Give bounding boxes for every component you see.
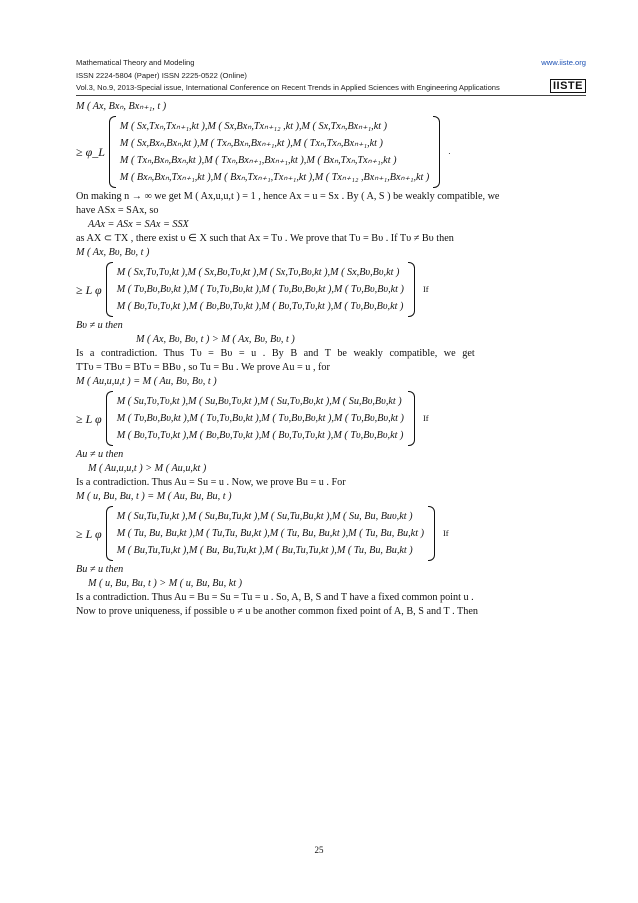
matrix-row: M ( Su,Tυ,Tυ,kt ),M ( Su,Bυ,Tυ,kt ),M ( Su,Tυ,Bυ,kt ),M ( Su,Bυ,Bυ,kt ) [116, 396, 402, 407]
right-paren [408, 262, 415, 317]
journal-url-link[interactable]: www.iiste.org [541, 58, 586, 67]
matrix-rows [113, 391, 408, 446]
matrix-row: M ( Tu, Bu, Bu,kt ),M ( Tu,Tu, Bu,kt ),M ( Tu, Bu, Bu,kt ),M ( Tu, Bu, Bu,kt ) [116, 528, 424, 539]
eq-line: M ( Ax, Bυ, Bυ, t ) > M ( Ax, Bυ, Bυ, t ) [136, 334, 295, 345]
eq-line: M ( Au,u,u,t ) = M ( Au, Bυ, Bυ, t ) [76, 376, 217, 387]
journal-name: Mathematical Theory and Modeling [76, 58, 195, 67]
matrix-row: M ( Txₙ,Bxₙ,Bxₙ,kt ),M ( Txₙ,Bxₙ₊₁,Bxₙ₊₁,kt ),M ( Bxₙ,Txₙ,Txₙ₊₁,kt ) [119, 155, 397, 166]
text-line: Is a contradiction. Thus Tυ = Bυ = u . By B and T be weakly compatible, we get [76, 348, 475, 359]
eq-line: AAx = ASx = SAx = SSX [88, 219, 189, 230]
eq-line: M ( Au,u,u,t ) > M ( Au,u,kt ) [88, 463, 207, 474]
issn-line: ISSN 2224-5804 (Paper) ISSN 2225-0522 (Online) [76, 71, 247, 80]
if-label: If [442, 528, 449, 538]
text-line: TTυ = TBυ = BTυ = BBυ , so Tu = Bu . We prove Au = u , for [76, 362, 330, 373]
matrix-end-period: . [448, 147, 451, 156]
left-paren [106, 391, 113, 446]
right-paren [433, 116, 440, 188]
matrix-row: M ( Sx,Txₙ,Txₙ₊₁,kt ),M ( Sx,Bxₙ,Txₙ₊₁₂ ,kt ),M ( Sx,Txₙ,Bxₙ₊₁,kt ) [119, 121, 387, 132]
matrix-row: M ( Bυ,Tυ,Tυ,kt ),M ( Bυ,Bυ,Tυ,kt ),M ( Bυ,Tυ,Tυ,kt ),M ( Tυ,Bυ,Bυ,kt ) [116, 301, 404, 312]
text-line: Is a contradiction. Thus Au = Su = u . Now, we prove Bu = u . For [76, 477, 346, 488]
eq-line: Bu ≠ u then [76, 564, 124, 575]
matrix-row: M ( Su,Tu,Tu,kt ),M ( Su,Bu,Tu,kt ),M ( Su,Tu,Bu,kt ),M ( Su, Bu, Buυ,kt ) [116, 511, 413, 522]
if-label: If [422, 284, 429, 294]
eq-line: Au ≠ u then [76, 449, 124, 460]
matrix-row: M ( Tυ,Bυ,Bυ,kt ),M ( Tυ,Tυ,Bυ,kt ),M ( Tυ,Bυ,Bυ,kt ),M ( Tυ,Bυ,Bυ,kt ) [116, 413, 404, 424]
left-paren [106, 262, 113, 317]
matrix-bracket [106, 506, 435, 561]
matrix-row: M ( Bxₙ,Bxₙ,Txₙ₊₁,kt ),M ( Bxₙ,Txₙ₊₁,Txₙ₊₁,kt ),M ( Txₙ₊₁₂ ,Bxₙ₊₁,Bxₙ₊₁,kt ) [119, 172, 430, 183]
text-line: have ASx = SAx, so [76, 205, 159, 216]
matrix-rows [116, 116, 433, 188]
header-rule [76, 95, 586, 96]
iiste-logo: IISTE [550, 79, 586, 93]
left-paren [109, 116, 116, 188]
phi-symbol: ≥ L φ [76, 282, 102, 297]
matrix-block-1 [76, 116, 586, 188]
right-paren [428, 506, 435, 561]
matrix-row: M ( Sx,Bxₙ,Bxₙ,kt ),M ( Txₙ,Bxₙ,Bxₙ₊₁,kt ),M ( Txₙ,Txₙ,Bxₙ₊₁,kt ) [119, 138, 383, 149]
phi-symbol: ≥ φ_L [76, 145, 105, 159]
paper-body [76, 98, 586, 619]
volume-line: Vol.3, No.9, 2013-Special issue, International Conference on Recent Trends in Applied Sciences with Engineering Applications [76, 83, 500, 92]
matrix-block-2 [76, 262, 586, 317]
matrix-bracket [106, 391, 415, 446]
if-label: If [422, 413, 429, 423]
text-line: as AX ⊂ TX , there exist υ ∈ X such that Ax = Tυ . We prove that Tυ = Bυ . If Tυ ≠ Bυ then [76, 233, 454, 244]
matrix-row: M ( Bυ,Tυ,Tυ,kt ),M ( Bυ,Bυ,Tυ,kt ),M ( Bυ,Tυ,Tυ,kt ),M ( Tυ,Bυ,Bυ,kt ) [116, 430, 404, 441]
text-line: Now to prove uniqueness, if possible υ ≠ u be another common fixed point of A, B, S and T . Then [76, 606, 478, 617]
eq-line: M ( u, Bu, Bu, t ) > M ( u, Bu, Bu, kt ) [88, 578, 242, 589]
matrix-row: M ( Sx,Tυ,Tυ,kt ),M ( Sx,Bυ,Tυ,kt ),M ( Sx,Tυ,Bυ,kt ),M ( Sx,Bυ,Bυ,kt ) [116, 267, 400, 278]
phi-symbol: ≥ L φ [76, 411, 102, 426]
eq-line-1: M ( Ax, Bxₙ, Bxₙ₊₁, t ) [76, 101, 167, 112]
text-line: On making n → ∞ we get M ( Ax,u,u,t ) = 1 , hence Ax = u = Sx . By ( A, S ) be weakly compatible, we [76, 191, 500, 202]
eq-line: Bυ ≠ u then [76, 320, 123, 331]
matrix-rows [113, 506, 428, 561]
matrix-block-4 [76, 506, 586, 561]
text-line: Is a contradiction. Thus Au = Bu = Su = Tu = u . So, A, B, S and T have a fixed common point u . [76, 592, 474, 603]
right-paren [408, 391, 415, 446]
matrix-bracket [109, 116, 440, 188]
eq-line: M ( Ax, Bυ, Bυ, t ) [76, 247, 150, 258]
matrix-row: M ( Bu,Tu,Tu,kt ),M ( Bu, Bu,Tu,kt ),M ( Bu,Tu,Tu,kt ),M ( Tu, Bu, Bu,kt ) [116, 545, 413, 556]
eq-line: M ( u, Bu, Bu, t ) = M ( Au, Bu, Bu, t ) [76, 491, 232, 502]
page-number: 25 [314, 845, 324, 855]
matrix-block-3 [76, 391, 586, 446]
matrix-row: M ( Tυ,Bυ,Bυ,kt ),M ( Tυ,Tυ,Bυ,kt ),M ( Tυ,Bυ,Bυ,kt ),M ( Tυ,Bυ,Bυ,kt ) [116, 284, 404, 295]
matrix-rows [113, 262, 408, 317]
phi-symbol: ≥ L φ [76, 526, 102, 541]
matrix-bracket [106, 262, 415, 317]
left-paren [106, 506, 113, 561]
